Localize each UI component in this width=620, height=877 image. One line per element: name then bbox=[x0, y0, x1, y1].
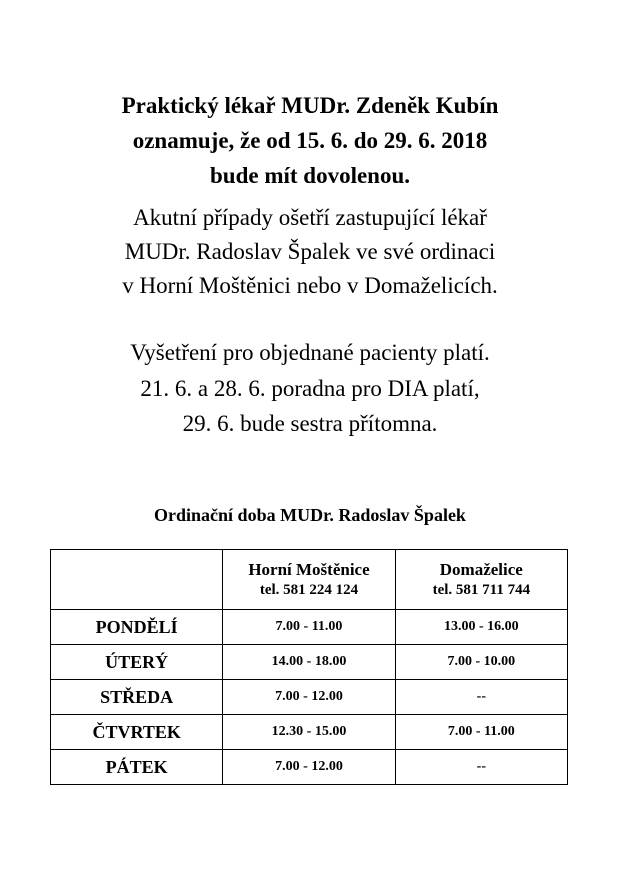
table-row bbox=[51, 680, 568, 715]
table-row bbox=[51, 610, 568, 645]
table-row bbox=[51, 645, 568, 680]
table-row bbox=[51, 750, 568, 785]
hours-cell: 7.00 - 11.00 bbox=[395, 715, 567, 750]
substitute-line: MUDr. Radoslav Špalek ve své ordinaci bbox=[124, 239, 496, 264]
day-cell: ÚTERÝ bbox=[51, 645, 223, 680]
location-phone: tel. 581 224 124 bbox=[259, 582, 359, 598]
day-cell: PONDĚLÍ bbox=[51, 610, 223, 645]
headline-line: Praktický lékař MUDr. Zdeněk Kubín bbox=[121, 93, 499, 118]
hours-cell: 7.00 - 12.00 bbox=[223, 750, 395, 785]
hours-cell: 7.00 - 12.00 bbox=[223, 680, 395, 715]
header-cell-domazelice bbox=[395, 550, 567, 610]
hours-cell: 7.00 - 11.00 bbox=[223, 610, 395, 645]
announcement-headline bbox=[0, 88, 620, 193]
office-hours-table bbox=[50, 549, 568, 785]
substitute-line: v Horní Moštěnici nebo v Domaželicích. bbox=[122, 273, 498, 298]
headline-line: oznamuje, že od 15. 6. do 29. 6. 2018 bbox=[132, 128, 488, 153]
hours-cell: 14.00 - 18.00 bbox=[223, 645, 395, 680]
notes-line: Vyšetření pro objednané pacienty platí. bbox=[130, 340, 490, 365]
hours-cell: 7.00 - 10.00 bbox=[395, 645, 567, 680]
day-cell: STŘEDA bbox=[51, 680, 223, 715]
location-name: Domaželice bbox=[439, 560, 523, 579]
notes-line: 21. 6. a 28. 6. poradna pro DIA platí, bbox=[140, 375, 480, 401]
empty-header-cell bbox=[51, 550, 223, 610]
location-name: Horní Moštěnice bbox=[248, 560, 370, 579]
hours-cell: -- bbox=[395, 750, 567, 785]
day-cell: ČTVRTEK bbox=[51, 715, 223, 750]
hours-cell: 13.00 - 16.00 bbox=[395, 610, 567, 645]
location-phone: tel. 581 711 744 bbox=[432, 582, 531, 598]
substitute-line: Akutní případy ošetří zastupující lékař bbox=[133, 205, 487, 230]
substitute-paragraph bbox=[0, 201, 620, 303]
table-header-row bbox=[51, 550, 568, 610]
hours-cell: -- bbox=[395, 680, 567, 715]
headline-line: bude mít dovolenou. bbox=[209, 163, 410, 188]
table-row bbox=[51, 715, 568, 750]
office-hours-title: Ordinační doba MUDr. Radoslav Špalek bbox=[154, 505, 466, 525]
hours-cell: 12.30 - 15.00 bbox=[223, 715, 395, 750]
day-cell: PÁTEK bbox=[51, 750, 223, 785]
header-cell-horni-mostenice bbox=[223, 550, 395, 610]
notes-line: 29. 6. bude sestra přítomna. bbox=[182, 411, 438, 436]
notes-paragraph bbox=[0, 335, 620, 442]
